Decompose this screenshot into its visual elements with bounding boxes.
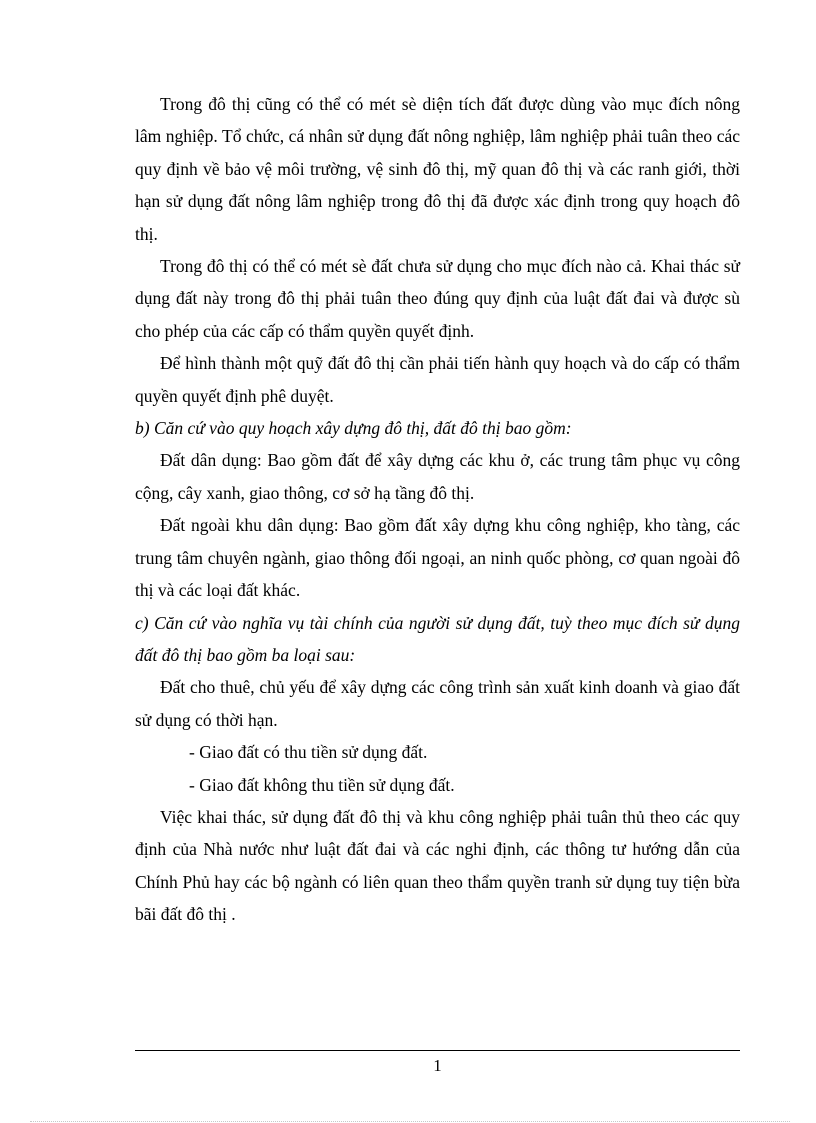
paragraph-leased-land: Đất cho thuê, chủ yếu để xây dựng các công trình sản xuất kinh doanh và giao đất sử dụng có thời hạn. (135, 677, 740, 730)
paragraph-land-fund: Để hình thành một quỹ đất đô thị cần phải tiến hành quy hoạch và do cấp có thẩm quyền quyết định phê duyệt. (135, 353, 740, 406)
heading-c-financial-basis: c) Căn cứ vào nghĩa vụ tài chính của người sử dụng đất, tuỳ theo mục đích sử dụng đất đô thị bao gồm ba loại sau: (135, 612, 740, 665)
paragraph-regulations: Việc khai thác, sử dụng đất đô thị và khu công nghiệp phải tuân thủ theo các quy định của Nhà nước như luật đất đai và các nghi định, các thông tư hướng dẫn của Chính Phủ hay các bộ ngành có liên quan theo thẩm quyền tranh sử dụng tuy tiện bừa bãi đất đô thị . (135, 806, 740, 925)
list-item-free-allocation: - Giao đất không thu tiền sử dụng đất. (189, 774, 455, 795)
list-item-paid-allocation: - Giao đất có thu tiền sử dụng đất. (189, 742, 428, 763)
document-body (135, 88, 740, 931)
page-bottom-edge (30, 1121, 790, 1122)
heading-b-planning-basis: b) Căn cứ vào quy hoạch xây dựng đô thị, đất đô thị bao gồm: (135, 418, 572, 439)
paragraph-residential-land: Đất dân dụng: Bao gồm đất để xây dựng các khu ở, các trung tâm phục vụ công cộng, cây xanh, giao thông, cơ sở hạ tầng đô thị. (135, 450, 740, 503)
paragraph-non-residential-land: Đất ngoài khu dân dụng: Bao gồm đất xây dựng khu công nghiệp, kho tàng, các trung tâm chuyên ngành, giao thông đối ngoại, an ninh quốc phòng, cơ quan ngoài đô thị và các loại đất khác. (135, 515, 740, 601)
paragraph-unused-land: Trong đô thị có thể có mét sè đất chưa sử dụng cho mục đích nào cả. Khai thác sử dụng đất này trong đô thị phải tuân theo đúng quy định của luật đất đai và được sù cho phép của các cấp có thẩm quyền quyết định. (135, 256, 740, 341)
footer-divider (135, 1050, 740, 1051)
page-number: 1 (433, 1056, 442, 1075)
paragraph-urban-agriculture-land: Trong đô thị cũng có thể có mét sè diện tích đất được dùng vào mục đích nông lâm nghiệp. Tổ chức, cá nhân sử dụng đất nông nghiệp, lâm nghiệp phải tuân theo các quy định về bảo vệ môi trường, vệ sinh đô thị, mỹ quan đô thị và các ranh giới, thời hạn sử dụng đất nông lâm nghiệp trong đô thị đã được xác định trong quy hoạch đô thị. (135, 94, 740, 244)
